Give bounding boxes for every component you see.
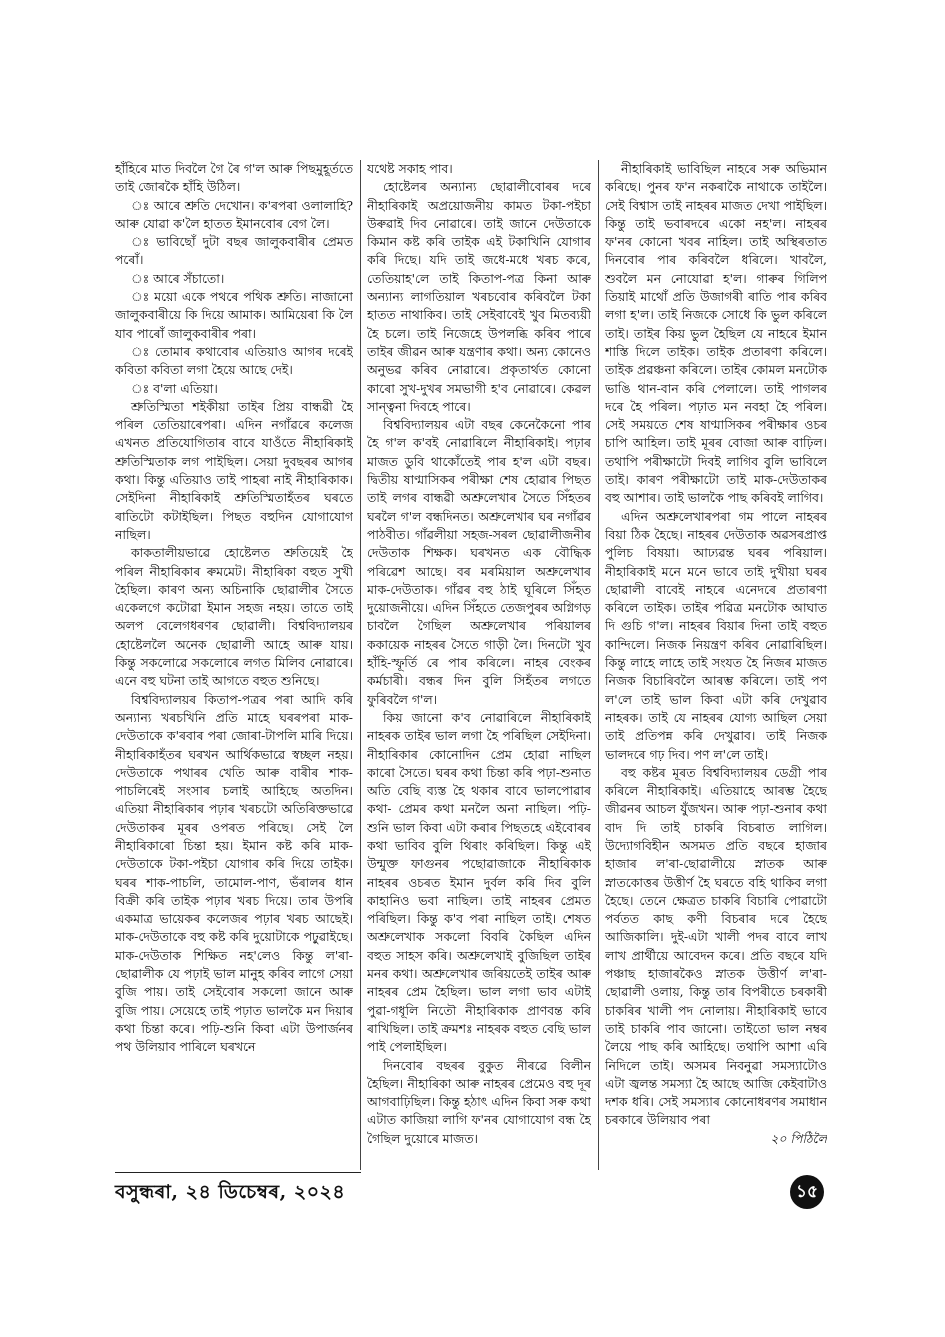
continuation-note: ২০ পিঠিলৈ <box>770 1130 827 1146</box>
paragraph: বিশ্ববিদ্যালয়ৰ কিতাপ-পত্ৰৰ পৰা আদি কৰি অন্যান্য খৰচখিনি প্ৰতি মাহে ঘৰৰপৰা মাক-দেউতাকে ক'ৰবাৰ পৰা জোৰা-টাপলি মাৰি দিয়ে। নীহাৰিকাহঁতৰ ঘৰখন আৰ্থিকভাৱে স্বচ্ছল নহয়। দেউতাকে পথাৰৰ খেতি আৰু বাৰীৰ শাক-পাচলিৰেই সংসাৰ চলাই আহিছে অতদিন। এতিয়া নীহাৰিকাৰ পঢ়াৰ খৰচটো অতিৰিক্তভাৱে দেউতাকৰ মূৰৰ ওপৰত পৰিছে। সেই লৈ নীহাৰিকাৰো চিন্তা হয়। ইমান কষ্ট কৰি মাক-দেউতাকে টকা-পইচা যোগাৰ কৰি দিয়ে তাইক। ঘৰৰ শাক-পাচলি, তামোল-পাণ, ভঁৰালৰ ধান বিক্ৰী কৰি তাইক পঢ়াৰ খৰচ দিয়ে। তাৰ উপৰি একমাত্ৰ ভায়েকৰ কলেজৰ পঢ়াৰ খৰচ আছেই। মাক-দেউতাকে বহু কষ্ট কৰি দুয়োটাকে পঢ়ুৱাইছে। মাক-দেউতাক শিক্ষিত নহ'লেও কিন্তু ল'ৰা-ছোৱালীক যে পঢ়াই ভাল মানুহ কৰিব লাগে সেয়া বুজি পায়। তাই সেইবোৰ সকলো জানে আৰু বুজি পায়। সেয়েহে তাই পঢ়াত ভালকৈ মন দিয়াৰ কথা চিন্তা কৰে। পঢ়ি-শুনি কিবা এটা উপাৰ্জনৰ পথ উলিয়াব পাৰিলে ঘৰখনে <box>115 691 353 1055</box>
paragraph: দিনবোৰ বছৰৰ বুকুত নীৰৱে বিলীন হৈছিল। নীহাৰিকা আৰু নাহৰৰ প্ৰেমেও বহু দূৰ আগবাঢ়িছিল। কিন্তু হঠাৎ এদিন কিবা সৰু কথা এটাত কাজিয়া লাগি ফ'নৰ যোগাযোগ বন্ধ হৈ গৈছিল দুয়োৰে মাজত। <box>367 1057 591 1146</box>
paragraph: কিয় জানো ক'ব নোৱাৰিলে নীহাৰিকাই নাহৰক তাইৰ ভাল লগা হৈ পৰিছিল সেইদিনা। নীহাৰিকাৰ কোনোদিন প্ৰেম হোৱা নাছিল কাৰো সৈতে। ঘৰৰ কথা চিন্তা কৰি পঢ়া-শুনাত অতি বেছি ব্যস্ত হৈ থকাৰ বাবে ভালপোৱাৰ কথা- প্ৰেমৰ কথা মনলৈ অনা নাছিল। পঢ়ি-শুনি ভাল কিবা এটা কৰাৰ পিছতহে এইবোৰৰ কথা ভাবিব বুলি থিৰাং কৰিছিল। কিন্তু এই উন্মুক্ত ফাগুনৰ পছোৱাজাকে নীহাৰিকাক নাহৰৰ ওচৰত ইমান দুৰ্বল কৰি দিব বুলি কাহানিও ভবা নাছিল। তাই নাহৰৰ প্ৰেমত পৰিছিল। কিন্তু ক'ব পৰা নাছিল তাই। শেষত অশ্ৰুলেখাক সকলো বিবৰি কৈছিল এদিন বহুত সাহস কৰি। অশ্ৰুলেখাই বুজিছিল তাইৰ মনৰ কথা। অশ্ৰুলেখাৰ জৰিয়তেই তাইৰ আৰু নাহৰৰ প্ৰেম হৈছিল। ভাল লগা ভাব এটাই পুৱা-গধূলি নিতৌ নীহাৰিকাক প্ৰাণবন্ত কৰি ৰাখিছিল। তাই ক্ৰমশঃ নাহৰক বহুত বেছি ভাল পাই পেলাইছিল। <box>367 709 591 1055</box>
paragraph: ঃ আৰে সঁচাতো। <box>131 270 225 286</box>
footer-rule <box>115 1172 361 1173</box>
paragraph: হাঁহিৰে মাত দিবলৈ গৈ ৰৈ গ'ল আৰু পিছমুহূৰ্ততে তাই জোৰকৈ হাঁহি উঠিল। <box>115 161 353 195</box>
paragraph: এদিন অশ্ৰুলেখাৰপৰা গম পালে নাহৰৰ বিয়া ঠিক হৈছে। নাহৰৰ দেউতাক অৱসৰপ্ৰাপ্ত পুলিচ বিষয়া। আঢ্যৱন্ত ঘৰৰ পৰিয়াল। নীহাৰিকাই মনে মনে ভাবে তাই দুখীয়া ঘৰৰ ছোৱালী বাবেই নাহৰে এনেদৰে প্ৰতাৰণা কৰিলে তাইক। তাইৰ পৱিত্ৰ মনটোক আঘাত দি গুচি গ'ল। নাহৰৰ বিয়াৰ দিনা তাই বহুত কান্দিলে। নিজক নিয়ন্ত্ৰণ কৰিব নোৱাৰিছিল। কিন্তু লাহে লাহে তাই সংযত হৈ নিজৰ মাজত নিজক বিচাৰিবলৈ আৰম্ভ কৰিলে। তাই পণ ল'লে তাই ভাল কিবা এটা কৰি দেখুৱাব নাহৰক। তাই যে নাহৰৰ যোগ্য আছিল সেয়া তাই প্ৰতিপন্ন কৰি দেখুৱাব। তাই নিজক ভালদৰে গঢ় দিব। পণ ল'লে তাই। <box>605 508 827 762</box>
column-2 <box>367 160 591 1170</box>
magazine-footer: বসুন্ধৰা, ২৪ ডিচেম্বৰ, ২০২৪ <box>115 1181 346 1203</box>
paragraph: ঃ ময়ো একে পথৰে পথিক শ্ৰুতি। নাজানো জালুকবাৰীয়ে কি দিয়ে আমাক। আমিয়েৰা কি লৈ যাব পাৰোঁ জালুকবাৰীৰ পৰা। <box>115 289 353 341</box>
paragraph: নীহাৰিকাই ভাবিছিল নাহৰে সৰু অভিমান কৰিছে। পুনৰ ফ'ন নকৰাকৈ নাথাকে তাইলৈ। সেই বিশ্বাস তাই নাহৰৰ মাজত দেখা পাইছিল। কিন্তু তাই ভবাৰদৰে একো নহ'ল। নাহৰৰ ফ'নৰ কোনো খবৰ নাহিল। তাই অস্থিৰতাত দিনবোৰ পাৰ কৰিবলৈ ধৰিলে। খাবলৈ, শুবলৈ মন নোযোৱা হ'ল। গাৰুৰ গিলিপ তিয়াই মাথোঁ প্ৰতি উজাগৰী ৰাতি পাৰ কৰিব লগা হ'ল। তাই নিজকে সোধে কি ভুল কৰিলে তাই। তাইৰ কিয় ভুল হৈছিল যে নাহৰে ইমান শাস্তি দিলে তাইক। তাইক প্ৰতাৰণা কৰিলে। তাইক প্ৰৱঞ্চনা কৰিলে। তাইৰ কোমল মনটোক ভাঙি থান-বান কৰি পেলালে। তাই পাগলৰ দৰে হৈ পৰিল। পঢ়াত মন নবহা হৈ পৰিল। সেই সময়তে শেষ ষাণ্মাসিকৰ পৰীক্ষাৰ ওচৰ চাপি আহিল। তাই মূৰৰ বোজা আৰু বাঢ়িল। তথাপি পৰীক্ষাটো দিবই লাগিব বুলি ভাবিলে তাই। কাৰণ পৰীক্ষাটো তাই মাক-দেউতাকৰ বহু আশাৰ। তাই ভালকৈ পাছ কৰিবই লাগিব। <box>605 161 827 506</box>
paragraph: যথেষ্ট সকাহ পাব। <box>367 161 453 176</box>
paragraph: হোষ্টেলৰ অন্যান্য ছোৱালীবোৰৰ দৰে নীহাৰিকাই অপ্ৰয়োজনীয় কামত টকা-পইচা উৰুৱাই দিব নোৱাৰে। তাই জানে দেউতাকে কিমান কষ্ট কৰি তাইক এই টকাখিনি যোগাৰ কৰি দিছে। যদি তাই জধে-মধে খৰচ কৰে, তেতিয়াহ'লে তাই কিতাপ-পত্ৰ কিনা আৰু অন্যান্য লাগতিয়াল খৰচবোৰ কৰিবলৈ টকা হাতত নাথাকিব। তাই সেইবাবেই খুব মিতব্যয়ী হৈ চলে। তাই নিজেহে উপলব্ধি কৰিব পাৰে তাইৰ জীৱন আৰু যন্ত্ৰণাৰ কথা। অন্য কোনেও অনুভৱ কৰিব নোৱাৰে। প্ৰকৃতাৰ্থত কোনো কাৰো সুখ-দুখৰ সমভাগী হ'ব নোৱাৰে। কেৱল সান্ত্বনা দিবহে পাৰে। <box>367 179 591 414</box>
column-1 <box>115 160 353 1170</box>
paragraph: ঃ ব'লা এতিয়া। <box>131 380 218 396</box>
paragraph: শ্ৰুতিস্মিতা শইকীয়া তাইৰ প্ৰিয় বান্ধৱী হৈ পৰিল তেতিয়াৰেপৰা। এদিন নগাঁৱৰে কলেজ এখনত প্ৰতিযোগিতাৰ বাবে যাওঁতে নীহাৰিকাই শ্ৰুতিস্মিতাক লগ পাইছিল। সেয়া দুবছৰৰ আগৰ কথা। কিন্তু এতিয়াও তাই পাহৰা নাই নীহাৰিকাক। সেইদিনা নীহাৰিকাই শ্ৰুতিস্মিতাহঁতৰ ঘৰতে ৰাতিটো কটাইছিল। পিছত বহুদিন যোগাযোগ নাছিল। <box>115 398 353 542</box>
paragraph: বহু কষ্টৰ মূৰত বিশ্ববিদ্যালয়ৰ ডেগ্ৰী পাৰ কৰিলে নীহাৰিকাই। এতিয়াহে আৰম্ভ হৈছে জীৱনৰ আচল যুঁজখন। আৰু পঢ়া-শুনাৰ কথা বাদ দি তাই চাকৰি বিচৰাত লাগিল। উদ্যোগবিহীন অসমত প্ৰতি বছৰে হাজাৰ হাজাৰ ল'ৰা-ছোৱালীয়ে স্নাতক আৰু স্নাতকোত্তৰ উত্তীৰ্ণ হৈ ঘৰতে বহি থাকিব লগা হৈছে। তেনে ক্ষেত্ৰত চাকৰি বিচাৰি পোৱাটো পৰ্বতত কাছ কণী বিচৰাৰ দৰে হৈছে আজিকালি। দুই-এটা খালী পদৰ বাবে লাখ লাখ প্ৰাৰ্থীয়ে আবেদন কৰে। প্ৰতি বছৰে যদি পঞ্চাছ হাজাৰকৈও স্নাতক উত্তীৰ্ণ ল'ৰা-ছোৱালী ওলায়, কিন্তু তাৰ বিপৰীতে চৰকাৰী চাকৰিৰ খালী পদ নোলায়। নীহাৰিকাই ভাবে তাই চাকৰি পাব জানো। তাইতো ভাল নম্বৰ লৈয়ে পাছ কৰি আহিছে। তথাপি আশা এৰি নিদিলে তাই। অসমৰ নিবনুৱা সমস্যাটোও এটা জ্বলন্ত সমস্যা হৈ আছে আজি কেইবাটাও দশক ধৰি। সেই সমস্যাৰ কোনোধৰণৰ সমাধান চৰকাৰে উলিয়াব পৰা <box>605 764 827 1128</box>
paragraph: ঃ ভাবিছোঁ দুটা বছৰ জালুকবাৰীৰ প্ৰেমত পৰোঁ। <box>115 234 353 268</box>
paragraph: ঃ আৰে শ্ৰুতি দেখোন। ক'ৰপৰা ওলালাহি? আৰু যোৱা ক'লৈ হাতত ইমানবোৰ বেগ লৈ। <box>115 197 353 231</box>
column-divider <box>360 160 361 1170</box>
column-3 <box>605 160 827 1170</box>
paragraph: বিশ্ববিদ্যালয়ৰ এটা বছৰ কেনেকৈনো পাৰ হৈ গ'ল ক'বই নোৱাৰিলে নীহাৰিকাই। পঢ়াৰ মাজত ডুবি থাকোঁতেই পাৰ হ'ল এটা বছৰ। দ্বিতীয় ষাণ্মাসিকৰ পৰীক্ষা শেষ হোৱাৰ পিছত তাই লগৰ বান্ধৱী অশ্ৰুলেখাৰ সৈতে সিঁহতৰ ঘৰলৈ গ'ল বন্ধদিনত। অশ্ৰুলেখাৰ ঘৰ নগাঁৱৰ পাঠবীত। গাঁৱলীয়া সহজ-সৰল ছোৱালীজনীৰ দেউতাক শিক্ষক। ঘৰখনত এক বৌদ্ধিক পৰিৱেশ আছে। বৰ মৰমিয়াল অশ্ৰুলেখাৰ মাক-দেউতাক। গাঁৱৰ বহু ঠাই ঘূৰিলে সিঁহত দুয়োজনীয়ে। এদিন সিঁহতে তেজপুৰৰ অগ্নিগড় চাবলৈ গৈছিল অশ্ৰুলেখাৰ পৰিয়ালৰ ককায়েক নাহৰৰ সৈতে গাড়ী লৈ। দিনটো খুব হাঁহি-স্ফূৰ্তি ৰে পাৰ কৰিলে। নাহৰ বেংকৰ কৰ্মচাৰী। বন্ধৰ দিন বুলি সিহঁতৰ লগতে ফুৰিবলৈ গ'ল। <box>367 417 591 707</box>
column-3-text <box>605 160 827 1130</box>
paragraph: ঃ তোমাৰ কথাবোৰ এতিয়াও আগৰ দৰেই কবিতা কবিতা লগা হৈয়ে আছে দেই। <box>115 343 353 378</box>
page-number: ১৫ <box>790 1175 824 1209</box>
article-body <box>115 160 827 1170</box>
column-divider <box>598 160 599 1170</box>
paragraph: কাকতালীয়ভাৱে হোষ্টেলত শ্ৰুতিয়েই হৈ পৰিল নীহাৰিকাৰ ৰুমমেট। নীহাৰিকা বহুত সুখী হৈছিল। কাৰণ অন্য অচিনাকি ছোৱালীৰ সৈতে একেলগে কটোৱা ইমান সহজ নহয়। তাতে তাই অলপ বেলেগধৰণৰ ছোৱালী। বিশ্ববিদ্যালয়ৰ হোষ্টেললৈ অনেক ছোৱালী আহে আৰু যায়। কিন্তু সকলোৱে সকলোৰে লগত মিলিব নোৱাৰে। এনে বহু ঘটনা তাই আগতে বহুত শুনিছে। <box>115 545 353 689</box>
